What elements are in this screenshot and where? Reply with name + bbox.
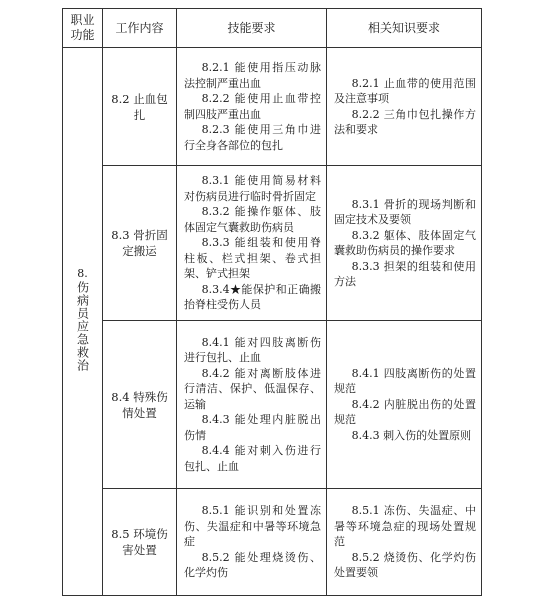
function-number: 8. bbox=[77, 267, 88, 280]
skill-item: 8.4.3 能处理内脏脱出伤情 bbox=[184, 413, 321, 442]
work-content: 8.5 环境伤害处置 bbox=[103, 489, 177, 596]
knowledge-cell bbox=[327, 321, 482, 489]
header-content: 工作内容 bbox=[103, 9, 177, 48]
function-name: 伤病员应急救治 bbox=[75, 281, 90, 372]
knowledge-item: 8.3.2 躯体、肢体固定气囊救助伤病员的操作要求 bbox=[334, 228, 476, 257]
skills-table bbox=[62, 8, 482, 596]
table-row bbox=[63, 321, 482, 489]
knowledge-item: 8.5.2 烧烫伤、化学灼伤处置要领 bbox=[334, 550, 476, 580]
work-content: 8.3 骨折固定搬运 bbox=[103, 166, 177, 321]
knowledge-item: 8.2.1 止血带的使用范围及注意事项 bbox=[334, 76, 476, 105]
work-content: 8.4 特殊伤情处置 bbox=[103, 321, 177, 489]
skill-item: 8.2.2 能使用止血带控制四肢严重出血 bbox=[184, 92, 321, 121]
table-row bbox=[63, 489, 482, 596]
table-row bbox=[63, 48, 482, 166]
skill-item: 8.4.2 能对离断肢体进行清洁、保护、低温保存、运输 bbox=[184, 366, 321, 411]
skill-cell bbox=[177, 321, 327, 489]
knowledge-item: 8.3.1 骨折的现场判断和固定技术及要领 bbox=[334, 197, 476, 226]
skill-cell bbox=[177, 489, 327, 596]
skill-item: 8.3.4★能保护和正确搬抬脊柱受伤人员 bbox=[184, 282, 321, 312]
table-row bbox=[63, 166, 482, 321]
skill-item: 8.4.1 能对四肢离断伤进行包扎、止血 bbox=[184, 335, 321, 365]
header-knowledge: 相关知识要求 bbox=[327, 9, 482, 48]
skill-item: 8.5.1 能识别和处置冻伤、失温症和中暑等环境急症 bbox=[184, 504, 321, 549]
knowledge-item: 8.4.2 内脏脱出伤的处置规范 bbox=[334, 397, 476, 427]
knowledge-cell bbox=[327, 166, 482, 321]
skill-item: 8.5.2 能处理烧烫伤、化学灼伤 bbox=[184, 550, 321, 580]
skill-item: 8.3.2 能操作躯体、肢体固定气囊救助伤病员 bbox=[184, 205, 321, 234]
skill-item: 8.3.3 能组装和使用脊柱板、栏式担架、卷式担架、铲式担架 bbox=[184, 236, 321, 281]
knowledge-cell bbox=[327, 48, 482, 166]
header-function: 职业功能 bbox=[63, 9, 103, 48]
knowledge-cell bbox=[327, 489, 482, 596]
function-cell bbox=[63, 48, 103, 596]
table-header-row bbox=[63, 9, 482, 48]
skill-item: 8.4.4 能对刺入伤进行包扎、止血 bbox=[184, 444, 321, 473]
work-content: 8.2 止血包扎 bbox=[103, 48, 177, 166]
knowledge-item: 8.4.3 刺入伤的处置原则 bbox=[351, 428, 472, 442]
header-skills: 技能要求 bbox=[177, 9, 327, 48]
knowledge-item: 8.4.1 四肢离断伤的处置规范 bbox=[334, 366, 476, 396]
knowledge-item: 8.5.1 冻伤、失温症、中暑等环境急症的现场处置规范 bbox=[334, 504, 476, 549]
skill-cell bbox=[177, 48, 327, 166]
skill-item: 8.2.3 能使用三角巾进行全身各部位的包扎 bbox=[184, 123, 321, 152]
skill-item: 8.3.1 能使用简易材料对伤病员进行临时骨折固定 bbox=[184, 174, 321, 203]
skill-cell bbox=[177, 166, 327, 321]
skill-item: 8.2.1 能使用指压动脉法控制严重出血 bbox=[184, 61, 321, 90]
knowledge-item: 8.2.2 三角巾包扎操作方法和要求 bbox=[334, 107, 476, 136]
knowledge-item: 8.3.3 担架的组装和使用方法 bbox=[334, 259, 476, 288]
